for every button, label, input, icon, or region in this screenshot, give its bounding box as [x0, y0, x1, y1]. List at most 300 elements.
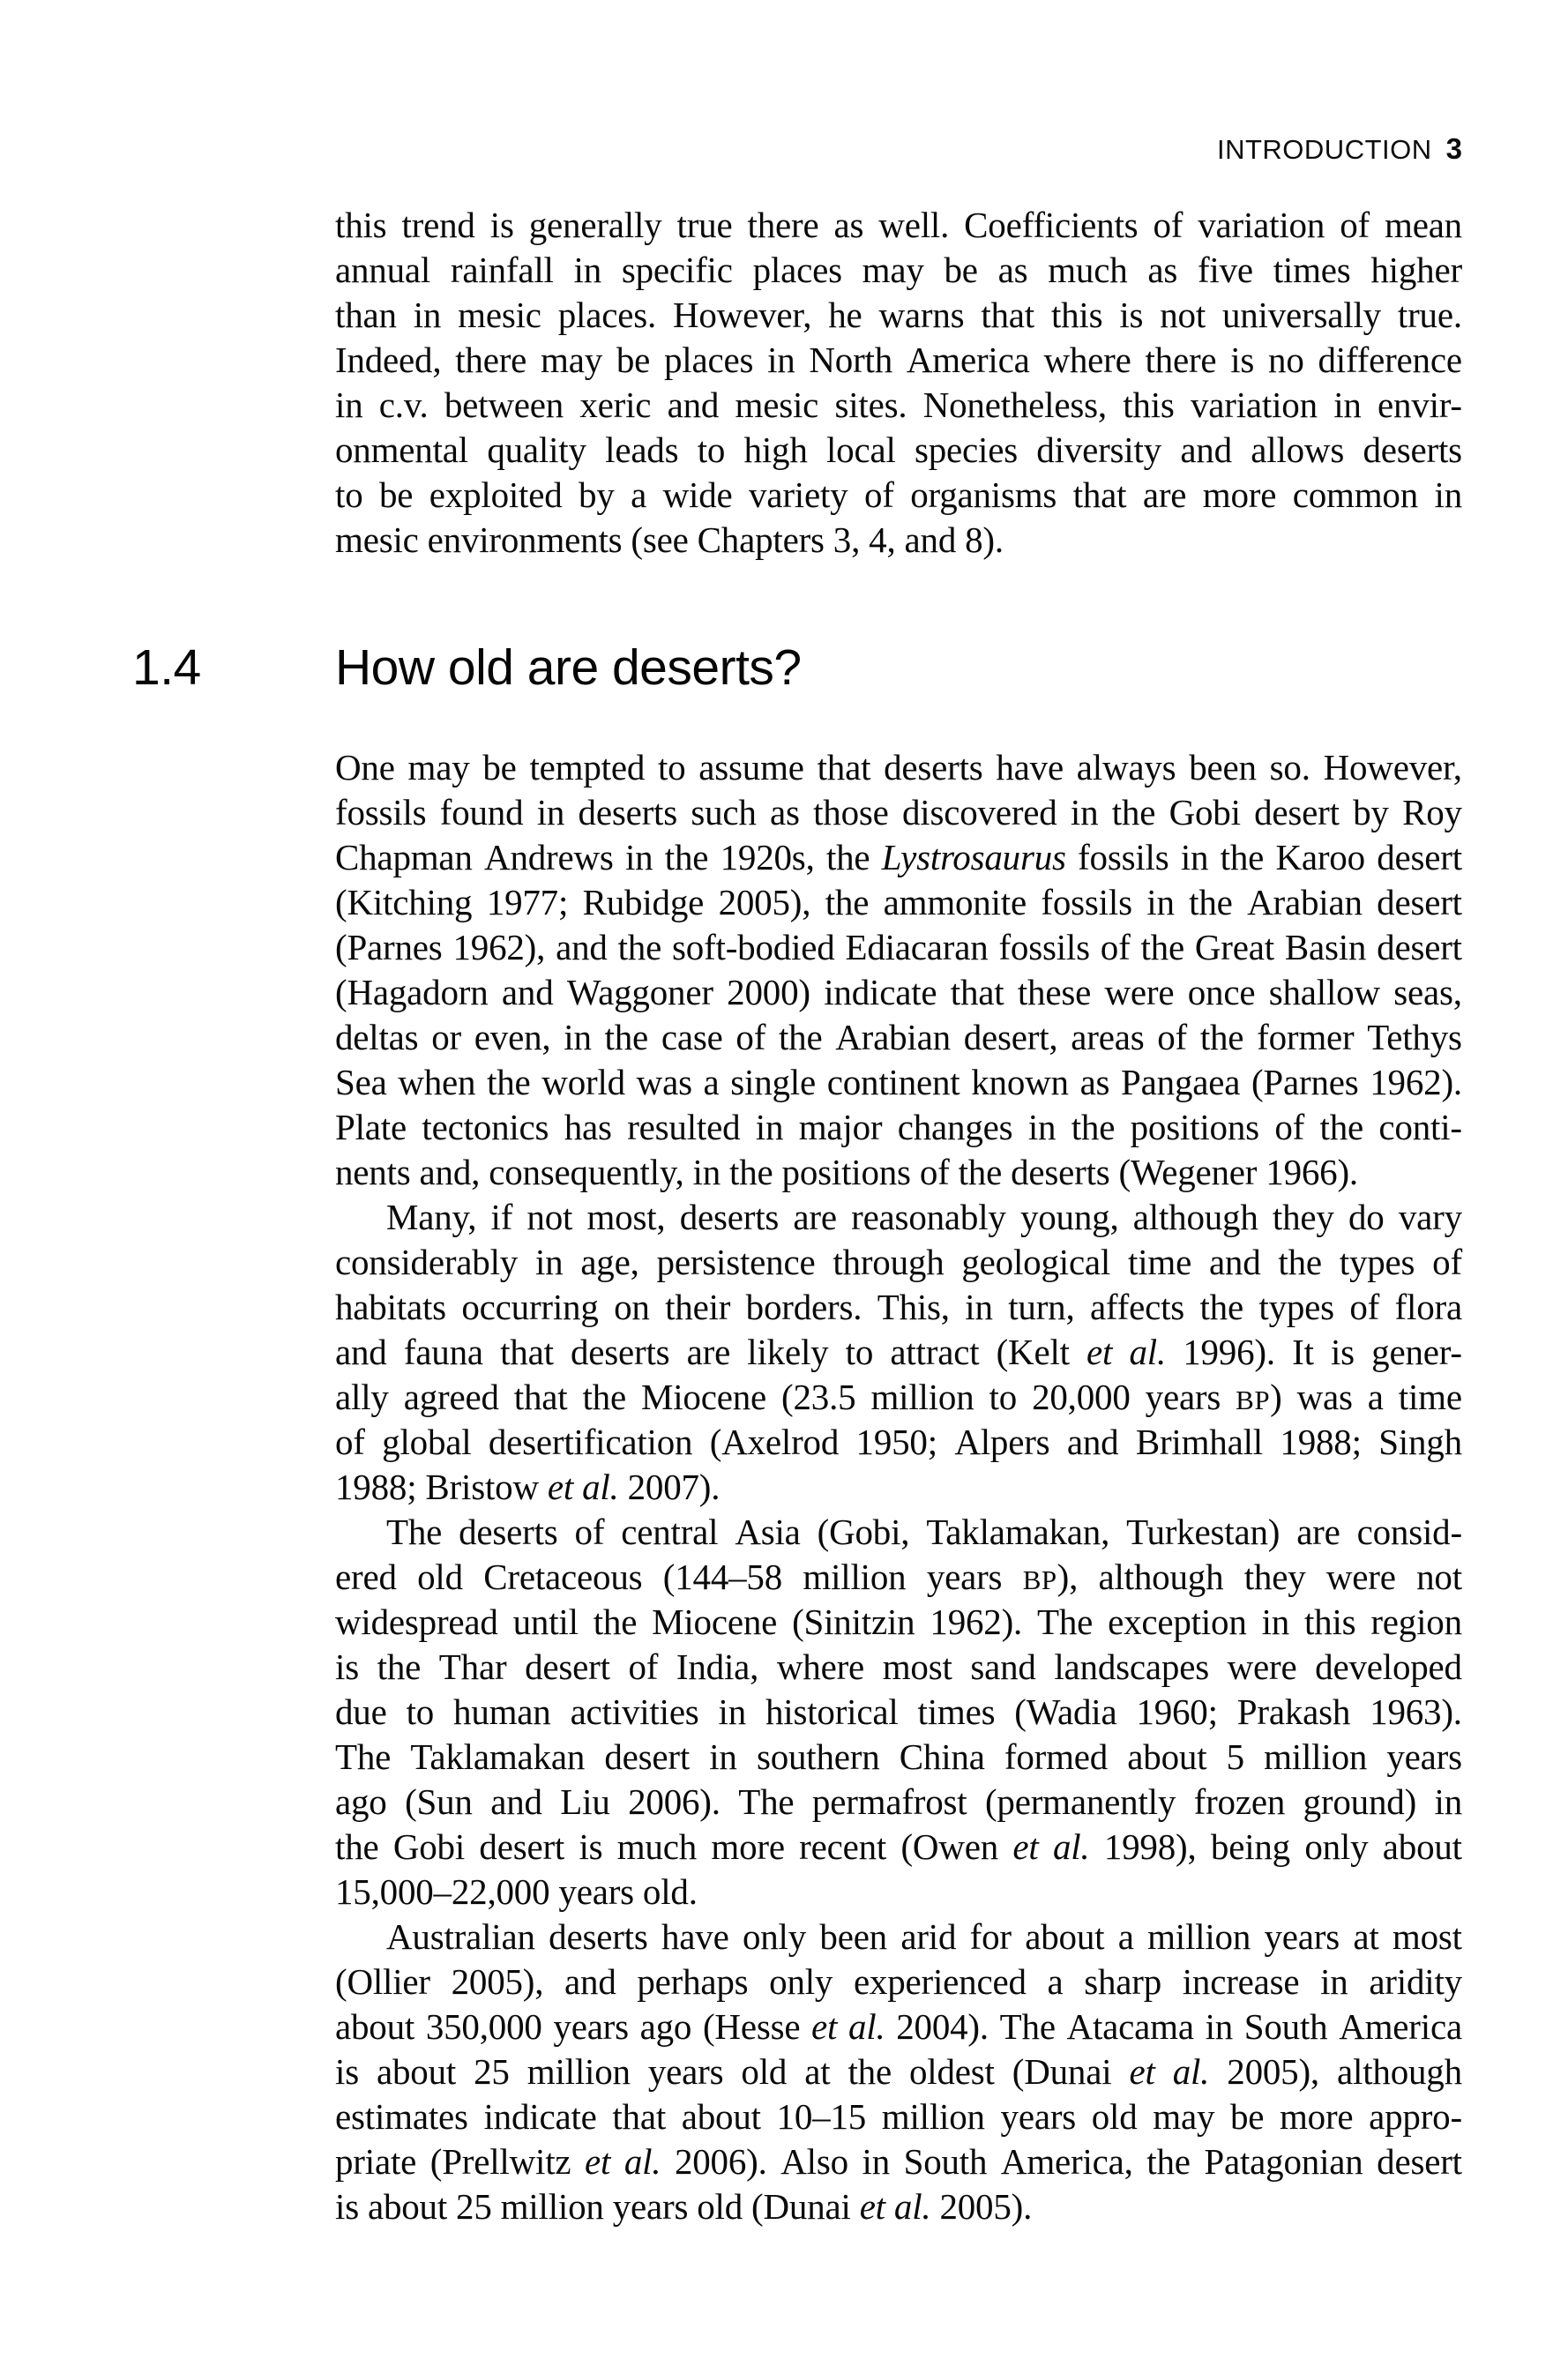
word: (144–58	[662, 1557, 783, 1597]
word: increase	[1182, 1961, 1300, 2002]
word: are	[793, 1197, 837, 1237]
word: The	[999, 2006, 1056, 2047]
word: million	[881, 2096, 985, 2137]
word: However,	[672, 295, 812, 335]
word: the	[1189, 882, 1233, 922]
word: by	[1353, 792, 1389, 832]
word: annual	[335, 250, 431, 290]
word: 2005).	[939, 2186, 1033, 2227]
word: consequently,	[489, 1152, 684, 1192]
word: in	[573, 250, 602, 290]
text-line	[335, 1465, 1462, 1510]
word: at	[1353, 1916, 1379, 1957]
word: The	[386, 1512, 443, 1552]
word: 20,000	[1032, 1377, 1131, 1417]
word: about	[681, 2096, 761, 2137]
word: historical	[765, 1691, 899, 1732]
word: Liu	[560, 1781, 610, 1822]
word: indicate	[824, 972, 937, 1012]
word: desert	[1254, 792, 1340, 832]
word: although	[1132, 1197, 1258, 1237]
word: deserts	[1011, 1152, 1110, 1192]
word: 350,000	[425, 2006, 542, 2047]
word: between	[444, 384, 564, 425]
word: of	[863, 474, 894, 515]
word: Miocene	[640, 1377, 767, 1417]
paragraph	[335, 203, 1462, 563]
word: 1996).	[1183, 1332, 1275, 1372]
word: The	[1037, 1601, 1094, 1642]
word: (Ollier	[335, 1961, 430, 2002]
word: changes	[897, 1107, 1013, 1147]
word: of	[1157, 1017, 1188, 1057]
word: 2006).	[674, 2141, 767, 2182]
word: old	[1091, 2096, 1138, 2137]
text-line	[335, 1645, 1462, 1690]
word: at	[804, 2051, 831, 2092]
word: as	[997, 250, 1028, 290]
word: and	[1180, 429, 1232, 470]
word: Coefficients	[964, 205, 1139, 245]
word: times	[1273, 250, 1351, 290]
intro-text-block	[335, 203, 1462, 563]
word: case	[661, 1017, 723, 1057]
word: have	[661, 1916, 729, 1957]
text-line	[335, 338, 1462, 383]
word: may	[862, 250, 924, 290]
word: in	[1027, 1107, 1057, 1147]
word: al.	[1052, 1826, 1090, 1867]
word: and	[1208, 1242, 1261, 1282]
word: desert	[479, 1826, 565, 1867]
section-text-block	[335, 745, 1462, 2229]
word: this	[335, 205, 387, 245]
text-line	[335, 2049, 1462, 2094]
word: in	[1205, 2006, 1234, 2047]
word: of	[574, 1512, 605, 1552]
word: the	[729, 1152, 773, 1192]
word: common	[1292, 474, 1419, 515]
word: not	[526, 1197, 573, 1237]
word: and	[1066, 1422, 1119, 1462]
word: million	[500, 2186, 604, 2227]
word: or	[431, 1017, 461, 1057]
word: turn,	[1008, 1287, 1075, 1327]
word: not	[1416, 1557, 1462, 1597]
text-line	[335, 1150, 1462, 1195]
word: oldest	[908, 2051, 995, 2092]
word: appro-	[1369, 2096, 1462, 2137]
text-line	[335, 2094, 1462, 2139]
word: were	[1104, 972, 1175, 1012]
word: in	[1434, 474, 1462, 515]
word: the	[335, 1826, 379, 1867]
word: Prakash	[1236, 1691, 1351, 1732]
word: be	[944, 250, 978, 290]
word: Turkestan)	[1126, 1512, 1281, 1552]
word: Roy	[1402, 792, 1462, 832]
word: only	[769, 1961, 833, 2002]
word: as	[833, 205, 864, 245]
word: America	[1339, 2006, 1462, 2047]
word: million	[1147, 1916, 1251, 1957]
text-line	[335, 835, 1462, 880]
word: fauna	[403, 1332, 483, 1372]
word: Nonetheless,	[922, 384, 1107, 425]
word: years	[553, 2006, 629, 2047]
word: million	[803, 1557, 907, 1597]
text-line	[335, 293, 1462, 338]
word: deserts	[570, 1332, 670, 1372]
word: BP)	[1236, 1377, 1282, 1417]
word: 1988;	[1280, 1422, 1362, 1462]
word: more	[1202, 474, 1277, 515]
word: ago	[639, 2006, 692, 2047]
word: variation	[1198, 205, 1325, 245]
word: years	[558, 1871, 634, 1912]
word: there	[1145, 340, 1217, 380]
word: in	[767, 340, 795, 380]
word: old	[741, 2051, 788, 2092]
word: the	[617, 927, 662, 967]
text-line	[335, 1600, 1462, 1645]
word: types	[1258, 1287, 1334, 1327]
word: Arabian	[1247, 882, 1363, 922]
word: Taklamakan,	[926, 1512, 1110, 1552]
word: sharp	[1084, 1961, 1161, 2002]
word: soft-bodied	[672, 927, 835, 967]
word: America,	[1000, 2141, 1133, 2182]
word: 1998),	[1103, 1826, 1197, 1867]
word: 1988;	[335, 1467, 417, 1507]
word: deserts	[679, 1197, 780, 1237]
word: been	[819, 1916, 887, 1957]
word: attract	[890, 1332, 980, 1372]
word: developed	[1315, 1646, 1462, 1687]
word: the	[664, 837, 709, 877]
word: that	[950, 972, 1004, 1012]
word: places.	[557, 295, 657, 335]
word: Indeed,	[335, 340, 442, 380]
word: Australian	[386, 1916, 535, 1957]
word: North	[809, 340, 893, 380]
word: desert	[525, 1646, 610, 1687]
word: frozen	[1193, 1781, 1286, 1822]
word: as	[1079, 1062, 1110, 1102]
word: until	[512, 1601, 579, 1642]
text-line	[335, 1420, 1462, 1465]
text-line	[335, 970, 1462, 1015]
word: of	[628, 1646, 659, 1687]
text-line	[335, 1960, 1462, 2004]
word: 1962).	[1370, 1062, 1462, 1102]
text-line	[335, 1330, 1462, 1375]
word: formed	[1004, 1736, 1109, 1777]
word: times	[917, 1691, 996, 1732]
word: five	[1197, 250, 1253, 290]
word: they	[1243, 1557, 1306, 1597]
word: assume	[698, 747, 804, 788]
word: Also	[780, 2141, 848, 2182]
word: southern	[756, 1736, 880, 1777]
word: so.	[1269, 747, 1310, 788]
word: arid	[900, 1916, 957, 1957]
word: although	[1098, 1557, 1224, 1597]
word: 2004).	[896, 2006, 989, 2047]
word: landscapes	[1054, 1646, 1209, 1687]
word: million	[1264, 1736, 1368, 1777]
text-line	[335, 1375, 1462, 1420]
word: 1963).	[1370, 1691, 1462, 1732]
word: specific	[621, 250, 733, 290]
word: 1950;	[855, 1422, 937, 1462]
word: be	[378, 474, 414, 515]
word: he	[828, 295, 862, 335]
word: places	[663, 340, 754, 380]
word: much	[1048, 250, 1128, 290]
word: may	[541, 340, 603, 380]
word: affects	[1089, 1287, 1185, 1327]
word: trend	[401, 205, 475, 245]
word: in	[755, 1107, 784, 1147]
text-line	[335, 1915, 1462, 1960]
word: Chapters	[697, 519, 825, 560]
word: The	[335, 1736, 392, 1777]
word: mean	[1385, 205, 1462, 245]
word: in	[965, 1287, 993, 1327]
word: estimates	[335, 2096, 468, 2137]
word: geological	[961, 1242, 1111, 1282]
word: to	[989, 1377, 1018, 1417]
text-line	[335, 2004, 1462, 2049]
word: about	[367, 2186, 448, 2227]
word: Waggoner	[566, 972, 713, 1012]
word: ago	[335, 1781, 387, 1822]
word: Andrews	[484, 837, 614, 877]
word: was	[636, 1062, 692, 1102]
word: million	[870, 1377, 974, 1417]
word: once	[1187, 972, 1256, 1012]
word: Brimhall	[1135, 1422, 1263, 1462]
word: South	[1243, 2006, 1328, 2047]
word: Pangaea	[1121, 1062, 1241, 1102]
word: in	[534, 1242, 564, 1282]
word: the	[1146, 2141, 1191, 2182]
word: 8).	[965, 519, 1004, 560]
word: no	[1268, 340, 1304, 380]
word: al.	[847, 2006, 885, 2047]
word: c.v.	[378, 384, 429, 425]
paragraph	[335, 1510, 1462, 1915]
text-line	[335, 1690, 1462, 1735]
word: likely	[747, 1332, 829, 1372]
word: 15,000–22,000	[335, 1871, 550, 1912]
word: the	[825, 837, 870, 877]
word: was	[1296, 1377, 1353, 1417]
word: of	[735, 1017, 766, 1057]
running-header	[335, 132, 1462, 166]
word: Gobi	[1169, 792, 1241, 832]
word: et	[1086, 1332, 1113, 1372]
word: (see	[631, 519, 689, 560]
word: positions	[1130, 1107, 1259, 1147]
word: et	[547, 1467, 574, 1507]
word: by	[579, 474, 615, 515]
word: xeric	[579, 384, 652, 425]
word: and	[335, 1332, 387, 1372]
word: Atacama	[1066, 2006, 1194, 2047]
word: Gobi	[392, 1826, 466, 1867]
word: et	[811, 2006, 838, 2047]
word: old	[697, 2186, 743, 2227]
word: are	[1142, 474, 1187, 515]
text-line	[335, 1060, 1462, 1105]
word: the	[778, 1017, 823, 1057]
word: (Wegener	[1118, 1152, 1258, 1192]
word: experienced	[853, 1961, 1027, 2002]
word: although	[1337, 2051, 1462, 2092]
word: the	[593, 1601, 638, 1642]
word: in	[536, 792, 565, 832]
text-line	[335, 1780, 1462, 1825]
word: leads	[605, 429, 679, 470]
word: about	[335, 2006, 415, 2047]
word: envir-	[1378, 384, 1462, 425]
word: discovered	[901, 792, 1057, 832]
word: the	[1199, 1287, 1243, 1327]
word: (permanently	[984, 1781, 1176, 1822]
word: 1960;	[1136, 1691, 1218, 1732]
word: Miocene	[652, 1601, 778, 1642]
word: single	[730, 1062, 817, 1102]
word: China	[899, 1736, 985, 1777]
word: places	[752, 250, 842, 290]
word: sites.	[834, 384, 907, 425]
word: organisms	[910, 474, 1057, 515]
word: widespread	[335, 1601, 498, 1642]
word: through	[833, 1242, 945, 1282]
word: environments	[427, 519, 623, 560]
text-line	[335, 1285, 1462, 1330]
word: 1966).	[1266, 1152, 1358, 1192]
word: as	[770, 792, 800, 832]
word: Arabian	[835, 1017, 951, 1057]
word: more	[711, 1826, 785, 1867]
word: found	[439, 792, 524, 832]
word: the	[825, 882, 870, 922]
word: for	[969, 1916, 1012, 1957]
word: to	[657, 747, 686, 788]
word: about	[1127, 1736, 1207, 1777]
word: et	[1129, 2051, 1155, 2092]
word: It	[1292, 1332, 1314, 1372]
word: is	[489, 205, 514, 245]
running-title: INTRODUCTION	[1216, 134, 1432, 165]
paragraph	[335, 1915, 1462, 2229]
word: al.	[1172, 2051, 1210, 2092]
word: is	[335, 2051, 359, 2092]
word: in	[692, 1152, 721, 1192]
word: true.	[1397, 295, 1462, 335]
word: Thar	[438, 1646, 507, 1687]
text-line	[335, 880, 1462, 925]
word: there	[455, 340, 527, 380]
word: resulted	[627, 1107, 741, 1147]
word: allows	[1251, 429, 1345, 470]
text-line	[335, 1510, 1462, 1555]
word: ally	[335, 1377, 389, 1417]
section-number: 1.4	[132, 639, 201, 696]
word: true	[676, 205, 733, 245]
word: the	[604, 1017, 649, 1057]
word: is	[1230, 340, 1255, 380]
word: (23.5	[781, 1377, 856, 1417]
word: flora	[1394, 1287, 1462, 1327]
word: that	[1072, 474, 1127, 515]
word: high	[743, 429, 808, 470]
section-heading	[132, 638, 1462, 697]
word: 1962),	[452, 927, 546, 967]
word: Alpers	[954, 1422, 1050, 1462]
word: perhaps	[637, 1961, 749, 2002]
paragraph	[335, 745, 1462, 1195]
text-line	[335, 248, 1462, 293]
word: higher	[1370, 250, 1462, 290]
word: world	[541, 1062, 625, 1102]
word: al.	[1129, 1332, 1166, 1372]
word: difference	[1318, 340, 1462, 380]
word: that	[513, 1377, 568, 1417]
word: only	[742, 1916, 807, 1957]
word: that	[817, 747, 871, 788]
word: positions	[781, 1152, 911, 1192]
word: tempted	[529, 747, 646, 788]
text-line	[335, 2139, 1462, 2184]
word: years	[1264, 1916, 1340, 1957]
word: (Parnes	[1251, 1062, 1359, 1102]
word: 5	[1226, 1736, 1244, 1777]
word: most	[1392, 1916, 1462, 1957]
word: due	[335, 1691, 387, 1732]
word: in	[1070, 792, 1099, 832]
word: if	[490, 1197, 513, 1237]
word: most	[882, 1646, 952, 1687]
word: of	[1340, 205, 1370, 245]
word: of	[1274, 1107, 1305, 1147]
word: desertification	[488, 1422, 693, 1462]
word: One	[335, 747, 395, 788]
word: indicate	[483, 2096, 597, 2137]
word: and	[501, 972, 554, 1012]
word: is	[579, 1826, 603, 1867]
word: were	[1325, 1557, 1396, 1597]
word: that	[500, 1332, 554, 1372]
word: and	[904, 519, 957, 560]
word: (Wadia	[1014, 1691, 1117, 1732]
word: the	[582, 1377, 626, 1417]
word: tectonics	[422, 1107, 549, 1147]
word: local	[825, 429, 896, 470]
word: in	[1320, 1961, 1348, 2002]
word: deserts	[578, 792, 677, 832]
word: deserts	[1363, 429, 1462, 470]
word: the	[487, 1062, 531, 1102]
word: being	[1210, 1826, 1290, 1867]
word: as	[1147, 250, 1178, 290]
word: Bristow	[425, 1467, 539, 1507]
word: the	[1199, 1017, 1244, 1057]
word: (Hagadorn	[335, 972, 489, 1012]
